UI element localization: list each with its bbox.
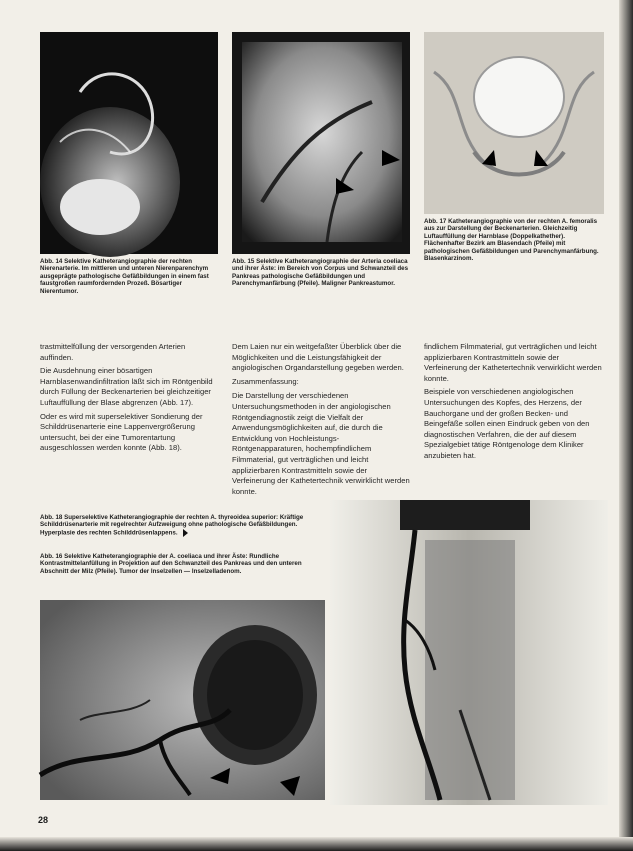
caption-body: Rundliche Kontrastmittelanfüllung in Projektion auf den Schwanzteil des Pankreas und den unteren Abschnitt der Milz (Pfeile). Tumor der Inselzellen — Inselzelladenom. xyxy=(40,553,302,575)
paragraph: trastmittelfüllung der versorgenden Arterien auffinden. xyxy=(40,342,186,362)
angiogram-photo-fig16 xyxy=(40,600,325,800)
paragraph: Die Ausdehnung einer bösartigen Harnblasenwandinfiltration läßt sich im Röntgenbild durch Füllung der Beckenarterien bei gleichzeitiger Luftauffüllung der Blase abgrenzen (Abb. 17). xyxy=(40,366,213,407)
scan-edge-bottom xyxy=(0,837,633,851)
arrow-right-icon xyxy=(183,529,188,537)
text-column-1 xyxy=(40,342,218,457)
caption-fig18 xyxy=(40,514,330,537)
paragraph: Die Darstellung der verschiedenen Untersuchungsmethoden in der angiologischen Röntgendiagnostik zeigt die Vielfalt der Anwendungsmöglichkeiten auf, die durch die Entwicklung von Hochleistungs-Röntgenapparaturen, hochempfindlichem Filmmaterial, gut verträglichen und leicht applizierbaren Kontrastmitteln sowie der Verfeinerung der Kathetertechnik verwirklicht werden konnte. xyxy=(232,391,410,496)
caption-label: Abb. 18 xyxy=(40,514,63,521)
paragraph: Dem Laien nur ein weitgefaßter Überblick über die Möglichkeiten und die Leistungsfähigkeit der angiologischen Organdarstellung gegeben werden. xyxy=(232,342,404,373)
text-column-3 xyxy=(424,342,604,465)
caption-label: Abb. 15 xyxy=(232,258,255,265)
text-column-2 xyxy=(232,342,410,496)
page-number: 28 xyxy=(38,815,49,825)
caption-label: Abb. 16 xyxy=(40,553,63,560)
caption-label: Abb. 14 xyxy=(40,258,63,265)
angiogram-photo-fig15 xyxy=(232,32,410,254)
caption-fig16 xyxy=(40,553,330,575)
angiogram-photo-fig18 xyxy=(330,500,608,805)
paragraph: Beispiele von verschiedenen angiologischen Untersuchungen des Kopfes, des Herzens, der Bauchorgane und der großen Becken- und Beingefäße sollen einen Eindruck geben von den diagnostischen Verfahren, die der auf diesem Spezialgebiet tätige Röntgenologe dem Kliniker anzubieten hat. xyxy=(424,387,590,460)
caption-body: Kräftige Schilddrüsenarterie mit regelrechter Aufzweigung ohne pathologische Gefäßbildungen. Hyperplasie des rechten Schilddrüsenlappens. xyxy=(40,514,304,537)
caption-title: Selektive Katheterangiographie der A. coeliaca und ihrer Äste: xyxy=(64,553,248,560)
section-heading: Zusammenfassung: xyxy=(232,376,299,386)
paragraph: Oder es wird mit superselektiver Sondierung der Schilddrüsenarterie eine Lappenvergrößerung untersucht, bei der eine Tumorentartung ausgeschlossen werden konnte (Abb. 18). xyxy=(40,411,203,453)
scan-edge-right xyxy=(619,0,633,851)
caption-fig14 xyxy=(40,258,220,295)
caption-title: Selektive Katheterangiographie der Arteria coeliaca und ihrer Äste: xyxy=(232,258,408,273)
caption-label: Abb. 17 xyxy=(424,218,447,225)
paragraph: findlichem Filmmaterial, gut verträglichen und leicht applizierbaren Kontrastmitteln sowie der Verfeinerung der Kathetertechnik verwirklicht werden konnte. xyxy=(424,342,602,383)
caption-body: im Bereich von Corpus und Schwanzteil des Pankreas pathologische Gefäßbildungen und Parenchymanfärbung (Pfeile). Maligner Pankreastumor. xyxy=(232,265,409,288)
caption-fig17 xyxy=(424,218,604,262)
angiogram-photo-fig17 xyxy=(424,32,604,214)
caption-title: Katheterangiographie von der rechten A. femoralis aus zur Darstellung der Beckenarterien. Gleichzeitig Luftauffüllung der Harnblase (Doppelkathether). Flächenhafter Bezirk am Blasendach (Pfeile) mit pathologischen Gefäßbildungen und Parenchymanfärbung. Blasenkarzinom. xyxy=(424,218,599,263)
caption-body: Im mittleren und unteren Nierenparenchym ausgeprägte pathologische Gefäßbildungen in einem fast faustgroßen raumfordernden Prozeß. Bösartiger Nierentumor. xyxy=(40,265,209,295)
angiogram-photo-fig14 xyxy=(40,32,218,254)
caption-title: Selektive Katheterangiographie der rechten Nierenarterie. xyxy=(40,258,193,273)
caption-title: Superselektive Katheterangiographie der rechten A. thyreoidea superior: xyxy=(64,514,279,521)
caption-fig15 xyxy=(232,258,412,288)
